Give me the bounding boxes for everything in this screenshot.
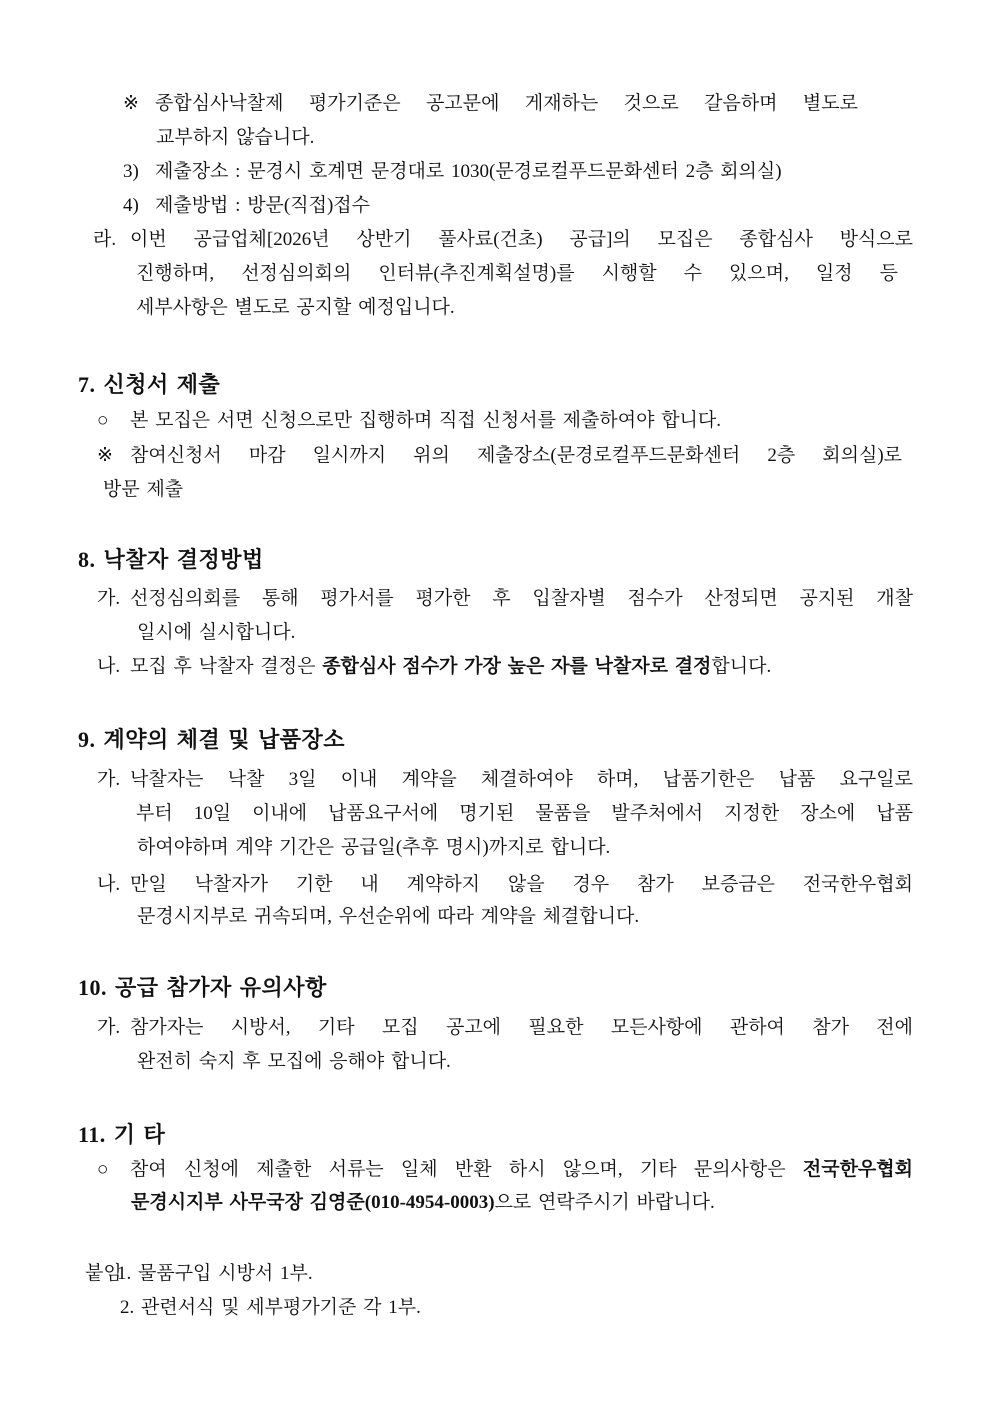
text-segment: 참가자는 시방서, 기타 모집 공고에 필요한 모든사항에 관하여 참가 전에 bbox=[130, 1017, 913, 1038]
doc-line bbox=[136, 261, 898, 287]
list-marker: 가. bbox=[97, 588, 121, 609]
text-segment: 부터 10일 이내에 납품요구서에 명기된 물품을 발주처에서 지정한 장소에 납품 bbox=[136, 803, 913, 824]
doc-line bbox=[130, 443, 902, 469]
section-heading bbox=[78, 973, 327, 1003]
text-segment: 9. 계약의 체결 및 납품장소 bbox=[78, 727, 346, 752]
text-segment: 종합심사낙찰제 평가기준은 공고문에 게재하는 것으로 갈음하며 별도로 bbox=[155, 93, 858, 114]
doc-line bbox=[117, 1261, 313, 1287]
doc-line bbox=[130, 1015, 913, 1041]
section-heading bbox=[78, 725, 345, 755]
doc-line bbox=[120, 1295, 421, 1321]
doc-line bbox=[155, 159, 782, 185]
list-marker: 4) bbox=[123, 195, 139, 216]
doc-line bbox=[155, 91, 858, 117]
text-segment: 본 모집은 서면 신청으로만 집행하며 직접 신청서를 제출하여야 합니다. bbox=[130, 410, 722, 431]
doc-line bbox=[130, 767, 913, 793]
text-segment: 참여신청서 마감 일시까지 위의 제출장소(문경로컬푸드문화센터 2층 회의실)로 bbox=[130, 445, 902, 466]
doc-line bbox=[130, 227, 913, 253]
text-segment: 7. 신청서 제출 bbox=[78, 372, 221, 397]
doc-line bbox=[130, 1157, 913, 1183]
doc-line bbox=[136, 801, 913, 827]
text-segment: 2. 관련서식 및 세부평가기준 각 1부. bbox=[120, 1297, 421, 1318]
text-segment: 낙찰자는 낙찰 3일 이내 계약을 체결하여야 하며, 납품기한은 납품 요구일로 bbox=[130, 769, 913, 790]
list-marker: 가. bbox=[97, 1017, 121, 1038]
text-segment: 세부사항은 별도로 공지할 예정입니다. bbox=[136, 297, 455, 318]
doc-line bbox=[130, 586, 913, 612]
text-segment: 하여야하며 계약 기간은 공급일(추후 명시)까지로 합니다. bbox=[137, 837, 611, 858]
doc-line bbox=[137, 1049, 451, 1075]
doc-line bbox=[130, 872, 913, 898]
text-segment: 문경시지부로 귀속되며, 우선순위에 따라 계약을 체결합니다. bbox=[137, 906, 640, 927]
list-marker: 붙임 bbox=[85, 1263, 122, 1284]
text-segment: 일시에 실시합니다. bbox=[137, 622, 296, 643]
text-segment: 이번 공급업체[2026년 상반기 풀사료(건초) 공급]의 모집은 종합심사 방식으로 bbox=[130, 229, 913, 250]
list-marker: 나. bbox=[97, 874, 121, 895]
bold-text: 종합심사 점수가 가장 높은 자를 낙찰자로 결정 bbox=[322, 656, 712, 677]
doc-line bbox=[155, 193, 370, 219]
doc-line bbox=[156, 125, 314, 151]
text-segment: 완전히 숙지 후 모집에 응해야 합니다. bbox=[137, 1051, 451, 1072]
list-marker: ○ bbox=[97, 410, 109, 431]
doc-line bbox=[136, 295, 455, 321]
list-marker: ※ bbox=[123, 93, 139, 114]
text-segment: 제출방법 : 방문(직접)접수 bbox=[155, 195, 370, 216]
list-marker: ○ bbox=[97, 1159, 109, 1180]
text-segment: 만일 낙찰자가 기한 내 계약하지 않을 경우 참가 보증금은 전국한우협회 bbox=[130, 874, 913, 895]
bold-text: 전국한우협회 bbox=[802, 1159, 913, 1180]
text-segment: 교부하지 않습니다. bbox=[156, 127, 315, 148]
list-marker: ※ bbox=[97, 445, 113, 466]
doc-line bbox=[137, 904, 639, 930]
list-marker: 나. bbox=[97, 656, 121, 677]
doc-line bbox=[103, 477, 183, 503]
text-segment: 1. 물품구입 시방서 1부. bbox=[117, 1263, 313, 1284]
text-segment: 으로 연락주시기 바랍니다. bbox=[494, 1192, 715, 1213]
text-segment: 10. 공급 참가자 유의사항 bbox=[78, 975, 327, 1000]
list-marker: 가. bbox=[97, 769, 121, 790]
text-segment: 모집 후 낙찰자 결정은 bbox=[130, 656, 323, 677]
section-heading bbox=[78, 545, 264, 575]
text-segment: 참여 신청에 제출한 서류는 일체 반환 하시 않으며, 기타 문의사항은 bbox=[130, 1159, 803, 1180]
text-segment: 제출장소 : 문경시 호계면 문경대로 1030(문경로컬푸드문화센터 2층 회의실) bbox=[155, 161, 782, 182]
doc-line bbox=[137, 835, 610, 861]
text-segment: 방문 제출 bbox=[103, 479, 184, 500]
list-marker: 라. bbox=[93, 229, 117, 250]
text-segment: 선정심의회를 통해 평가서를 평가한 후 입찰자별 점수가 산정되면 공지된 개찰 bbox=[130, 588, 913, 609]
text-segment: 11. 기 타 bbox=[78, 1122, 166, 1147]
doc-line bbox=[131, 1190, 715, 1216]
doc-line bbox=[137, 620, 295, 646]
section-heading bbox=[78, 1120, 165, 1150]
text-segment: 8. 낙찰자 결정방법 bbox=[78, 547, 264, 572]
doc-line bbox=[130, 654, 771, 680]
text-segment: 합니다. bbox=[711, 656, 772, 677]
list-marker: 3) bbox=[123, 161, 139, 182]
text-segment: 진행하며, 선정심의회의 인터뷰(추진계획설명)를 시행할 수 있으며, 일정 등 bbox=[136, 263, 898, 284]
bold-text: 문경시지부 사무국장 김영준(010-4954-0003) bbox=[131, 1192, 495, 1213]
section-heading bbox=[78, 370, 220, 400]
doc-line bbox=[130, 408, 721, 434]
